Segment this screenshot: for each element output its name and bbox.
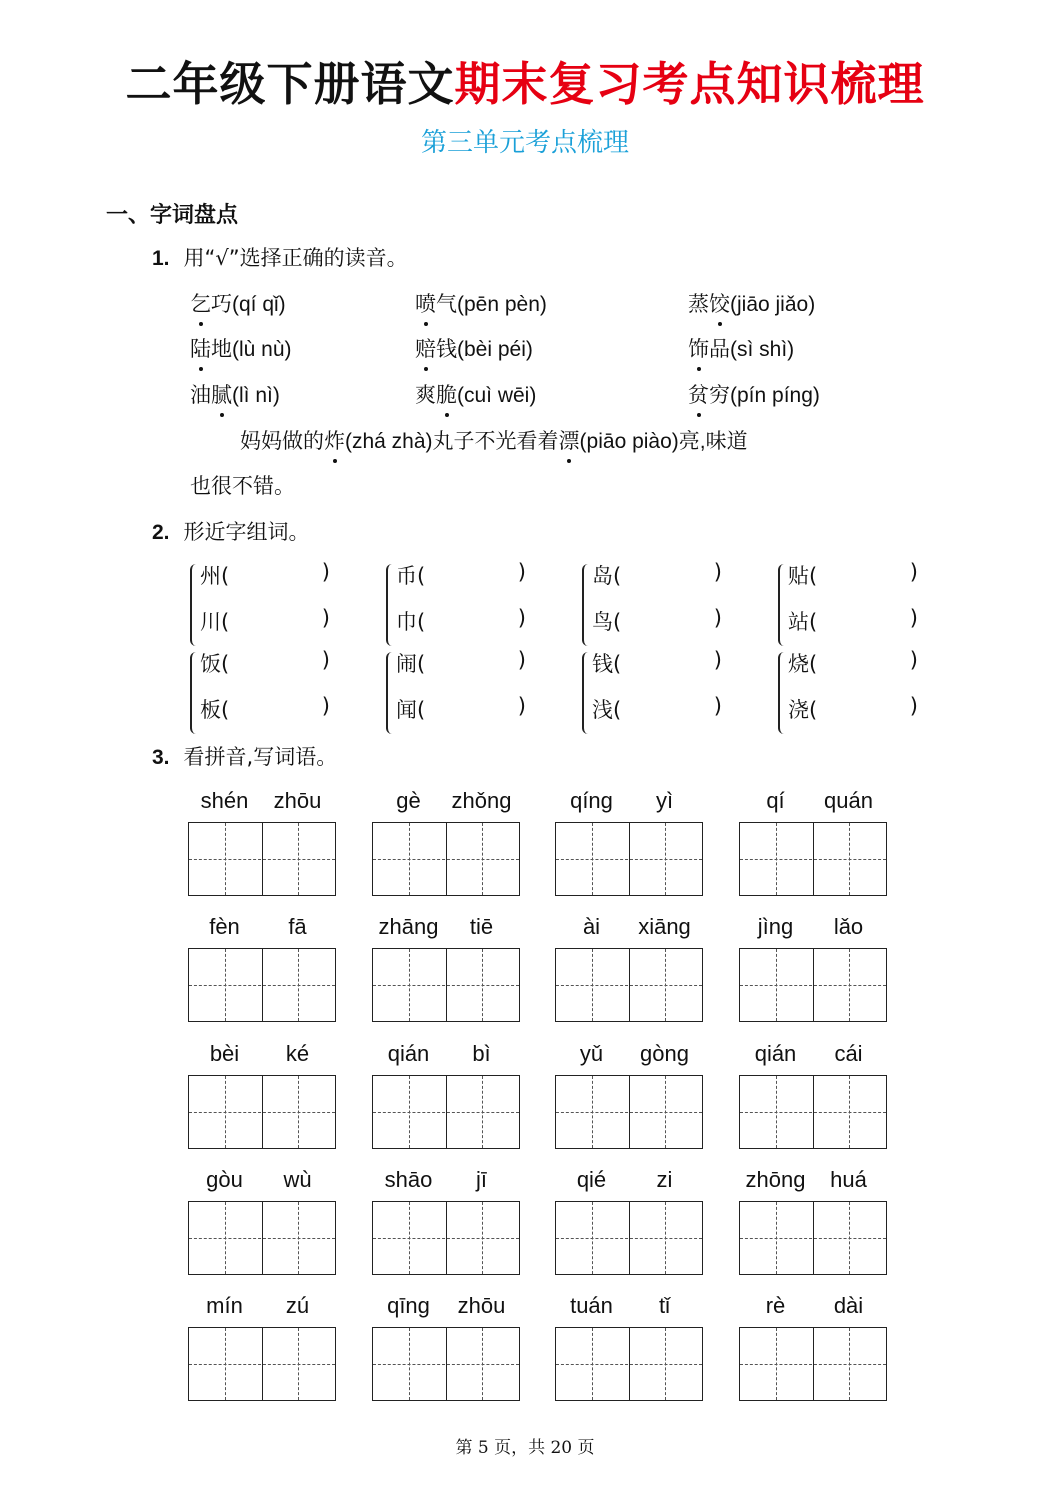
question-text: 形近字组词。 xyxy=(183,520,310,544)
word-blank[interactable]: 币( ) xyxy=(396,560,526,588)
reading-choice-item: 贫穷(pín píng) xyxy=(688,379,820,409)
word-blank[interactable]: 巾( ) xyxy=(396,606,526,634)
section-heading: 一、字词盘点 xyxy=(106,203,239,228)
word-blank[interactable]: 鸟( ) xyxy=(592,606,722,634)
dotted-character: 贫 xyxy=(688,379,709,409)
reading-choice-item: 乞巧(qí qǐ) xyxy=(190,288,286,318)
page-title xyxy=(0,48,1050,114)
dotted-character: 饰 xyxy=(688,333,709,363)
dotted-character: 陆 xyxy=(190,333,211,363)
word-blank[interactable]: 川( ) xyxy=(200,606,330,634)
word-blank[interactable]: 浅( ) xyxy=(592,694,722,722)
writing-grid[interactable] xyxy=(555,1201,703,1275)
reading-choice-item: 油腻(lì nì) xyxy=(190,379,280,409)
question-number: 2. xyxy=(152,521,170,544)
pinyin-options[interactable]: (pín píng) xyxy=(730,384,820,407)
brace-icon xyxy=(582,564,590,646)
writing-grid[interactable] xyxy=(372,948,520,1022)
pinyin-options[interactable]: (lì nì) xyxy=(232,384,280,407)
word-blank[interactable]: 饭( ) xyxy=(200,648,330,676)
brace-icon xyxy=(190,652,198,734)
brace-icon xyxy=(778,564,786,646)
pinyin-options[interactable]: (bèi péi) xyxy=(457,338,533,361)
dotted-character: 赔 xyxy=(415,333,436,363)
sentence-line-1: 妈妈做的炸(zhá zhà)丸子不光看着漂(piāo piào)亮,味道 xyxy=(240,425,748,455)
word-blank[interactable]: 贴( ) xyxy=(788,560,918,588)
brace-icon xyxy=(778,652,786,734)
writing-grid[interactable] xyxy=(739,1075,887,1149)
pinyin-options[interactable]: (cuì wēi) xyxy=(457,384,537,407)
word-blank[interactable]: 闹( ) xyxy=(396,648,526,676)
page-footer: 第 5 页，共 20 页 xyxy=(455,1438,595,1458)
title-red: 期末复习考点知识梳理 xyxy=(454,57,925,111)
question-3-prompt xyxy=(152,741,337,771)
writing-grid[interactable] xyxy=(188,1327,336,1401)
pinyin-options[interactable]: (jiāo jiǎo) xyxy=(730,293,816,316)
word-blank[interactable]: 州( ) xyxy=(200,560,330,588)
question-text: 用“√”选择正确的读音。 xyxy=(183,246,408,270)
word-blank[interactable]: 钱( ) xyxy=(592,648,722,676)
reading-choice-item: 饰品(sì shì) xyxy=(688,333,794,363)
writing-grid[interactable] xyxy=(188,822,336,896)
reading-choice-item: 喷气(pēn pèn) xyxy=(415,288,547,318)
title-black: 二年级下册语文 xyxy=(125,57,455,111)
writing-grid[interactable] xyxy=(555,948,703,1022)
dotted-character: 腻 xyxy=(211,379,232,409)
writing-grid[interactable] xyxy=(555,1327,703,1401)
word-blank[interactable]: 烧( ) xyxy=(788,648,918,676)
dotted-character: 饺 xyxy=(709,288,730,318)
writing-grid[interactable] xyxy=(188,1075,336,1149)
unit-subtitle: 第三单元考点梳理 xyxy=(420,128,629,158)
word-blank[interactable]: 站( ) xyxy=(788,606,918,634)
pinyin-options[interactable]: (qí qǐ) xyxy=(232,293,286,316)
word-blank[interactable]: 闻( ) xyxy=(396,694,526,722)
brace-icon xyxy=(190,564,198,646)
worksheet-page: 二年级下册语文期末复习考点知识梳理 第三单元考点梳理 一、字词盘点 1. 用“√”选择正确的读音。 妈妈做的炸(zhá zhà)丸子不光看着漂(piāo piào)亮,味道 也很不错。 2. 形近字组词。 3. 看拼音,写词语。 第 5 页，共 20 页 乞巧(qí qǐ) 喷气(pēn pèn) 蒸饺(jiāo jiǎo) 陆地(lù nù) 赔钱(bèi péi) 饰品(sì shì) 油腻(lì nì) 爽脆(cuì wēi) 贫穷(pín píng) 州( ) 川( ) 币( ) 巾( ) 岛( ) 鸟( ) 贴( ) 站( ) 饭( ) 板( ) 闹( ) 闻( ) 钱( ) 浅( ) 烧( ) 浇( ) shén zhōu gè zhǒng qíng yì qí quán fèn fā zhāng tiē ài xiāng jìng lǎo bèi ké qián bì yǔ gòng qián cái gòu wù shāo jī qié zi zhōng huá mín zú qīng zhōu tuán tǐ rè dài xyxy=(0,0,1050,1501)
question-text: 看拼音,写词语。 xyxy=(183,745,338,769)
writing-grid[interactable] xyxy=(372,1075,520,1149)
word-blank[interactable]: 浇( ) xyxy=(788,694,918,722)
reading-choice-item: 蒸饺(jiāo jiǎo) xyxy=(688,288,815,318)
reading-choice-item: 陆地(lù nù) xyxy=(190,333,292,363)
writing-grid[interactable] xyxy=(739,1327,887,1401)
sentence-line-2: 也很不错。 xyxy=(190,474,295,498)
brace-icon xyxy=(582,652,590,734)
writing-grid[interactable] xyxy=(555,822,703,896)
word-blank[interactable]: 板( ) xyxy=(200,694,330,722)
question-2-prompt xyxy=(152,516,310,546)
reading-choice-item: 爽脆(cuì wēi) xyxy=(415,379,536,409)
brace-icon xyxy=(386,564,394,646)
dotted-character: 乞 xyxy=(190,288,211,318)
pinyin-options[interactable]: (sì shì) xyxy=(730,338,795,361)
question-1-prompt xyxy=(152,242,408,272)
writing-grid[interactable] xyxy=(739,822,887,896)
writing-grid[interactable] xyxy=(372,822,520,896)
writing-grid[interactable] xyxy=(188,948,336,1022)
writing-grid[interactable] xyxy=(739,1201,887,1275)
word-blank[interactable]: 岛( ) xyxy=(592,560,722,588)
question-number: 3. xyxy=(152,746,170,769)
writing-grid[interactable] xyxy=(372,1201,520,1275)
reading-choice-item: 赔钱(bèi péi) xyxy=(415,333,533,363)
writing-grid[interactable] xyxy=(188,1201,336,1275)
question-number: 1. xyxy=(152,247,170,270)
writing-grid[interactable] xyxy=(739,948,887,1022)
pinyin-options[interactable]: (pēn pèn) xyxy=(457,293,547,316)
brace-icon xyxy=(386,652,394,734)
writing-grid[interactable] xyxy=(372,1327,520,1401)
writing-grid[interactable] xyxy=(555,1075,703,1149)
pinyin-options[interactable]: (lù nù) xyxy=(232,338,292,361)
dotted-character: 喷 xyxy=(415,288,436,318)
dotted-character: 脆 xyxy=(436,379,457,409)
